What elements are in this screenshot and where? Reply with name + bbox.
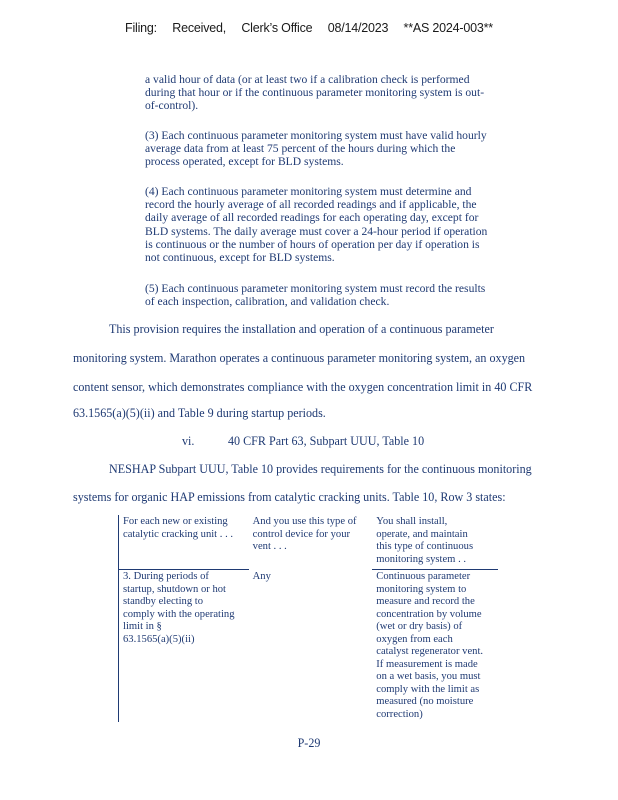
cell-line: oxygen from each (376, 633, 453, 645)
cell-line: If measurement is made (376, 658, 478, 670)
cell-line: And you use this type of (252, 516, 357, 527)
text-line: not continuous, except for BLD systems. (145, 251, 335, 265)
text-line: process operated, except for BLD systems. (145, 155, 344, 169)
subheading-title: 40 CFR Part 63, Subpart UUU, Table 10 (228, 434, 425, 448)
body-text-line: systems for organic HAP emissions from catalytic cracking units. Table 10, Row 3 states: (73, 490, 506, 504)
cell-line: Any (252, 570, 271, 582)
cell-line: measured (no moisture (376, 696, 474, 707)
cell-line: (wet or dry basis) of (376, 621, 463, 632)
page-number: P-29 (297, 736, 321, 750)
text-line: average data from at least 75 percent of the hours during which the (145, 142, 456, 156)
clerks-office-label: Clerk’s Office (241, 21, 313, 35)
table-header-cell (372, 515, 498, 570)
cell-line: startup, shutdown or hot (123, 583, 226, 595)
cell-line: limit in § (123, 621, 162, 632)
regulation-table (118, 515, 498, 722)
table-header-cell (249, 515, 373, 570)
cell-line: correction) (376, 708, 423, 720)
cell-line: catalytic cracking unit . . . (123, 528, 234, 540)
table-cell (119, 570, 249, 723)
body-text-line: NESHAP Subpart UUU, Table 10 provides requirements for the continuous monitoring (109, 462, 532, 476)
body-text-line: 63.1565(a)(5)(ii) and Table 9 during startup periods. (73, 406, 326, 420)
cell-line: For each new or existing (123, 516, 228, 527)
table-row (119, 570, 499, 723)
text-line: record the hourly average of all recorded readings and if applicable, the (145, 198, 477, 212)
filing-header (0, 21, 618, 35)
filing-label: Filing: (125, 21, 157, 35)
cell-line: 63.1565(a)(5)(ii) (123, 633, 195, 645)
text-line: a valid hour of data (or at least two if a calibration check is performed (145, 73, 470, 86)
cell-line: standby electing to (123, 596, 204, 607)
cell-line: comply with the operating (123, 608, 235, 620)
cell-line: on a wet basis, you must (376, 671, 481, 682)
section-subheading (182, 434, 424, 449)
received-label: Received, (172, 21, 227, 35)
text-line: daily average of all recorded readings for each operating day, except for (145, 211, 479, 225)
text-line: of each inspection, calibration, and validation check. (145, 295, 390, 309)
cell-line: measure and record the (376, 596, 475, 607)
filing-date: 08/14/2023 (327, 21, 389, 35)
cell-line: operate, and maintain (376, 528, 468, 540)
body-text-line: This provision requires the installation and operation of a continuous parameter (109, 322, 494, 336)
cell-line: this type of continuous (376, 541, 474, 552)
table-cell (372, 570, 498, 723)
text-line: (4) Each continuous parameter monitoring system must determine and (145, 185, 472, 198)
text-line: (3) Each continuous parameter monitoring system must have valid hourly (145, 129, 487, 142)
quote-paragraph (145, 73, 545, 113)
cell-line: monitoring system . . (376, 553, 467, 565)
body-text-line: content sensor, which demonstrates compliance with the oxygen concentration limit in 40 CFR (73, 380, 533, 394)
docket-number: **AS 2024-003** (403, 21, 493, 35)
body-text-line: monitoring system. Marathon operates a continuous parameter monitoring system, an oxygen (73, 351, 526, 365)
text-line: of-control). (145, 99, 199, 113)
cell-line: You shall install, (376, 516, 448, 527)
text-line: is continuous or the number of hours of operation per day if operation is (145, 237, 480, 251)
text-line: BLD systems. The daily average must cover a 24-hour period if operation (145, 224, 488, 238)
table-header-cell (119, 515, 249, 570)
cell-line: vent . . . (252, 541, 287, 552)
cell-line: comply with the limit as (376, 683, 480, 695)
cell-line: catalyst regenerator vent. (376, 646, 484, 657)
quote-paragraph (145, 185, 545, 264)
text-line: during that hour or if the continuous parameter monitoring system is out- (145, 86, 485, 100)
table-cell (249, 570, 373, 723)
cell-line: monitoring system to (376, 583, 467, 595)
cell-line: 3. During periods of (123, 571, 209, 582)
cell-line: control device for your (252, 528, 351, 540)
cell-line: concentration by volume (376, 608, 482, 620)
cell-line: Continuous parameter (376, 571, 471, 582)
subheading-number: vi. (182, 434, 195, 448)
table-header-row (119, 515, 499, 570)
quote-paragraph (145, 129, 545, 169)
quote-paragraph (145, 282, 545, 308)
text-line: (5) Each continuous parameter monitoring system must record the results (145, 282, 486, 295)
